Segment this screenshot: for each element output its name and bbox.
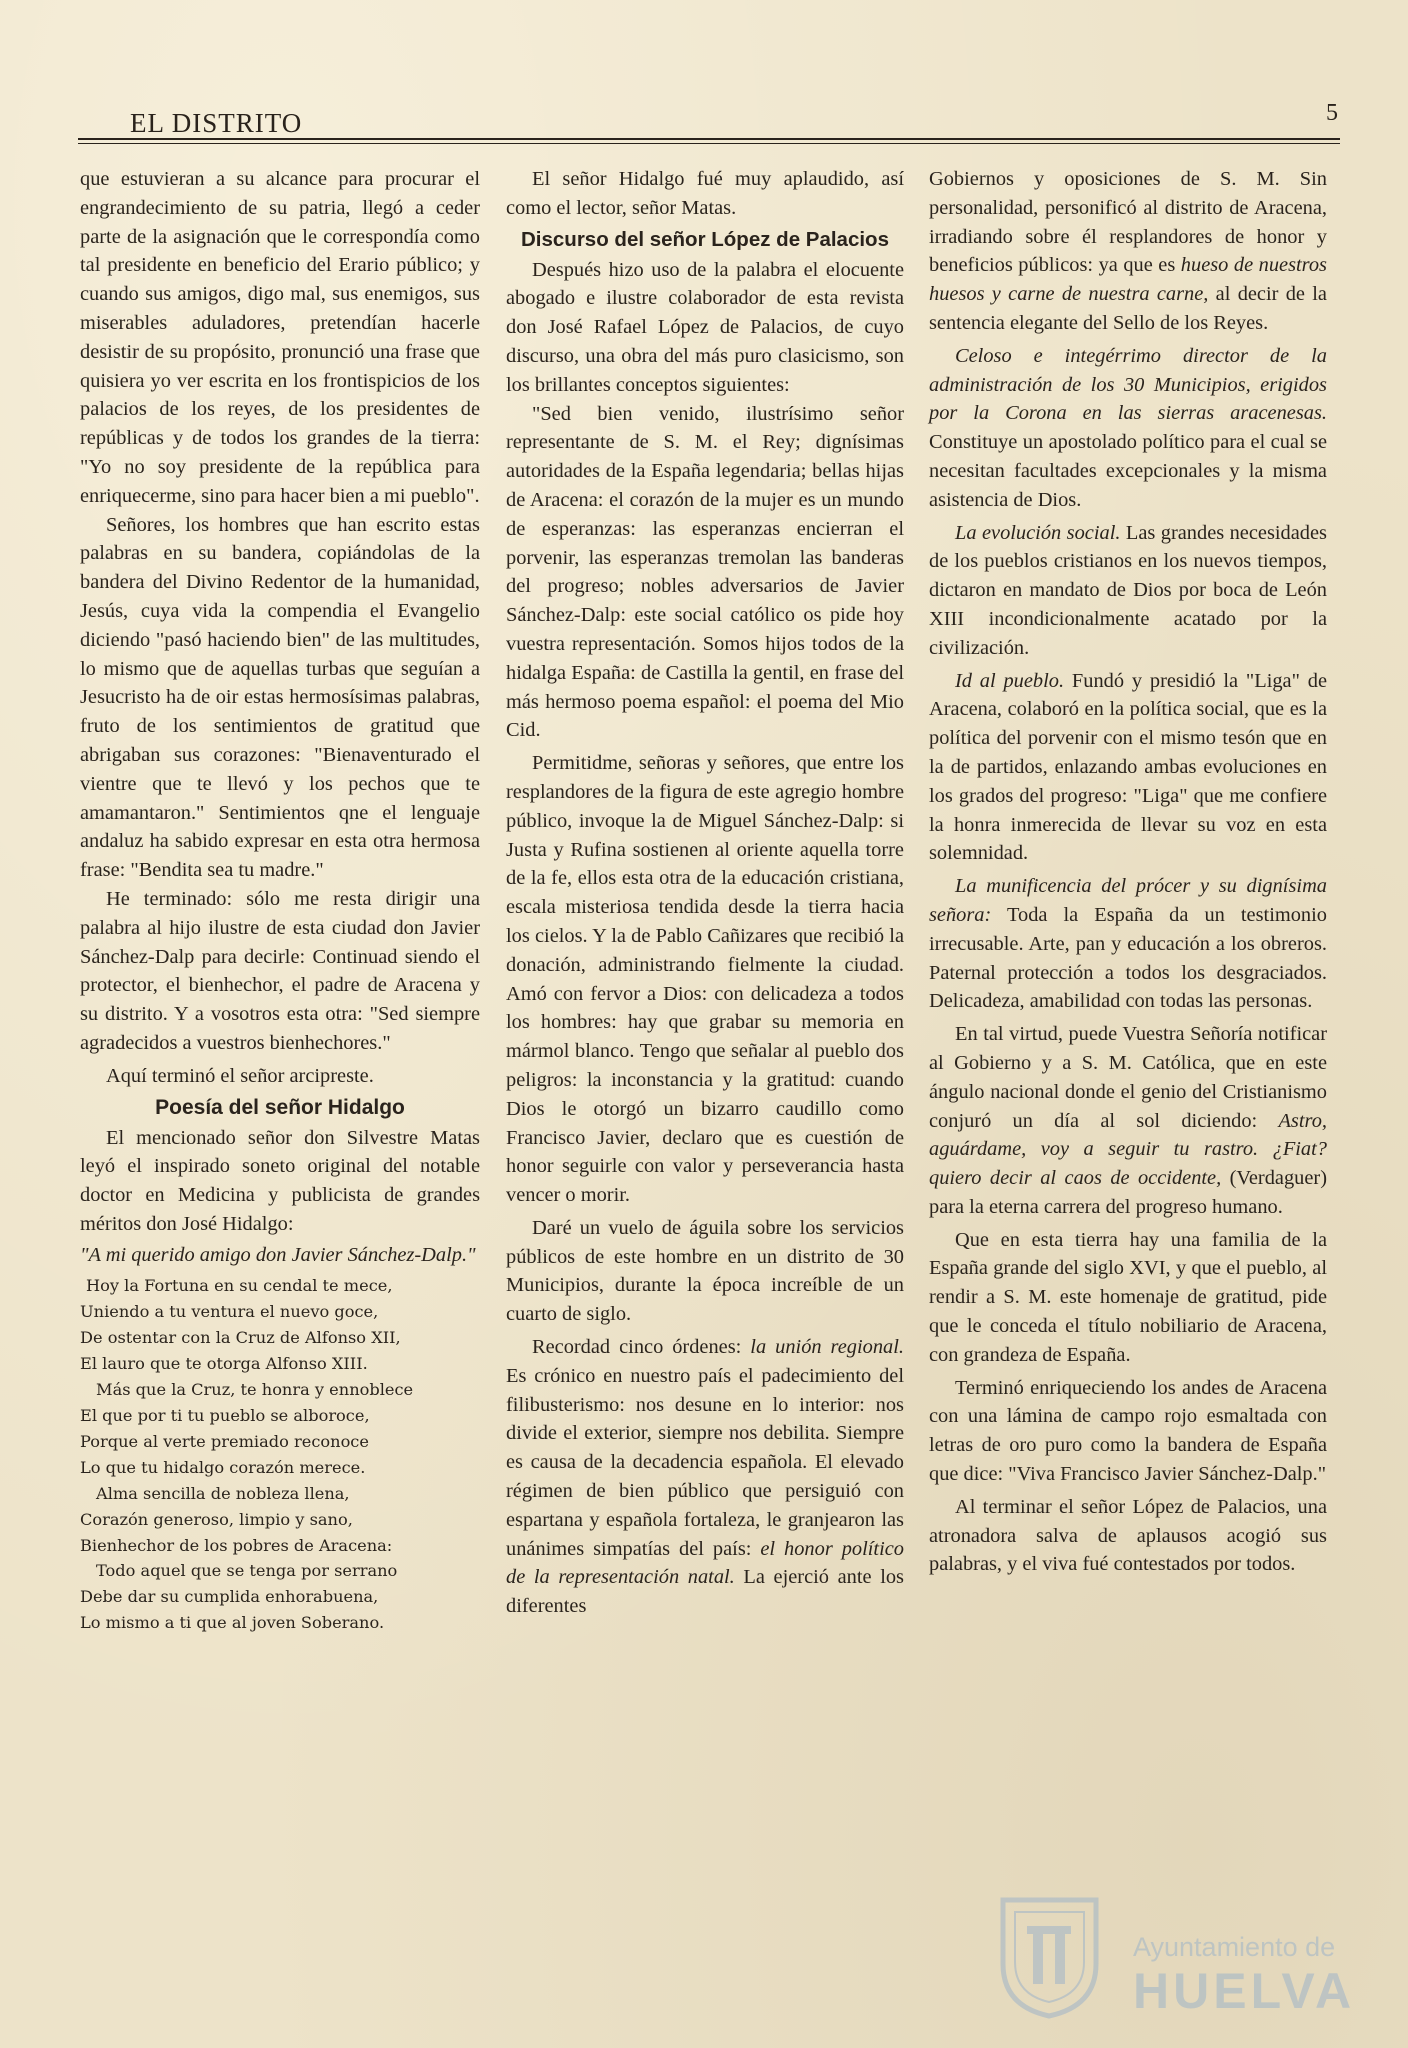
header-rule-thin [78, 143, 1340, 144]
column-right [929, 165, 1327, 1579]
paragraph: El mencionado señor don Silvestre Matas leyó el inspirado soneto original del notable doctor en Medicina y publicista de grandes méritos don José Hidalgo: [80, 1126, 480, 1235]
paragraph-text: al decir de la sentencia elegante del Sello de los Reyes. [929, 283, 1327, 334]
paragraph-text: Fundó y presidió la "Liga" de Aracena, colaboró en la política social, que es la política del porvenir con el mismo tesón que en la de partidos, enlazando ambas evoluciones en los grados del progreso: "Liga" que me confiere la honra inmerecida de llevar su voz en esta solemnidad. [929, 669, 1327, 865]
publication-title: EL DISTRITO [130, 108, 303, 138]
paragraph: Daré un vuelo de águila sobre los servicios públicos de este hombre en un distrito de 30 Municipios, durante la época increíble de un cuarto de siglo. [506, 1216, 904, 1326]
paragraph [929, 519, 1327, 663]
poem-line: Más que la Cruz, te honra y ennoblece [96, 1380, 414, 1400]
paragraph: El señor Hidalgo fué muy aplaudido, así como el lector, señor Matas. [506, 168, 904, 219]
paragraph: que estuvieran a su alcance para procurar el engrandecimiento de su patria, llegó a ceder parte de la asignación que le correspondía como tal presidente en beneficio del Erario público; y cuando sus amigos, digo mal, sus enemigos, sus miserables aduladores, pretendían hacerle desistir de su propósito, pronunció una frase que quisiera yo ver escrita en los frontispicios de los palacios de los reyes, de los presidentes de repúblicas y de todos los grandes de la tierra: "Yo no soy presidente de la república para enriquecerme, sino para hacer bien a mi pueblo". [80, 168, 480, 507]
page-number: 5 [1326, 100, 1338, 126]
paragraph [929, 1020, 1327, 1222]
paragraph-text: Constituye un apostolado político para el cual se necesitan facultades excepcionales y la misma asistencia de Dios. [929, 431, 1327, 511]
italic-phrase: La munificencia del prócer y su dignísima señora: [929, 875, 1327, 926]
italic-phrase: Id al pueblo. [955, 669, 1065, 692]
paragraph-text: (Verdaguer) para la eterna carrera del progreso humano. [929, 1167, 1327, 1218]
paragraph-text: Es crónico en nuestro país el padecimiento del filibusterismo: nos desune en lo interior: nos divide el exterior, siempre nos debilita. Siempre es causa de la decadencia española. El elevado régimen de bien público que persiguió con espartana y española fortaleza, le granjearon las unánimes simpatías del país: [506, 1364, 904, 1560]
paragraph [929, 342, 1327, 515]
paragraph: He terminado: sólo me resta dirigir una palabra al hijo ilustre de esta ciudad don Javier Sánchez-Dalp para decirle: Continuad siendo el protector, el bienhechor, el padre de Aracena y su distrito. Y a vosotros esta otra: "Sed siempre agradecidos a vuestros bienhechores." [80, 887, 480, 1054]
paragraph-text: Toda la España da un testimonio irrecusable. Arte, pan y educación a los obreros. Paternal protección a todos los desgraciados. Delicadeza, amabilidad con todas las personas. [929, 903, 1327, 1013]
paragraph: Señores, los hombres que han escrito estas palabras en su bandera, copiándolas de la bandera del Divino Redentor de la humanidad, Jesús, cuya vida la compendia el Evangelio diciendo "pasó haciendo bien" de las multitudes, lo mismo que de aquellas turbas que seguían a Jesucristo ha de oir estas hermosísimas palabras, fruto de los sentimientos de gratitud que abrigaban sus corazones: "Bienaventurado el vientre que te llevó y los pechos que te amamantaron." Sentimientos qne el lenguaje andaluz ha sabido expresar en esta otra hermosa frase: "Bendita sea tu madre." [80, 513, 480, 882]
poem-line: Uniendo a tu ventura el nuevo goce, [80, 1302, 379, 1322]
poem-line: Lo que tu hidalgo corazón merece. [80, 1457, 366, 1477]
poem-line: Porque al verte premiado reconoce [80, 1431, 369, 1451]
column-middle [506, 165, 904, 1621]
poem-line: El lauro que te otorga Alfonso XIII. [80, 1354, 368, 1374]
paragraph: Permitidme, señoras y señores, que entre los resplandores de la figura de este agregio hombre público, invoque la de Miguel Sánchez-Dalp: si Justa y Rufina sostienen al oriente aquella torre de la fe, ellos esta otra de la educación cristiana, escala misteriosa tendida desde la tierra hacia los cielos. Y la de Pablo Cañizares que recibió la donación, administrando fielmente la ciudad. Amó con fervor a Dios: con delicadeza a todos los hombres: hay que grabar su memoria en mármol blanco. Tengo que señalar al pueblo dos peligros: la inconstancia y la gratitud: cuando Dios le otorgó un bizarro caudillo como Francisco Javier, declaro que es cuestión de honor seguirle con valor y perseverancia hasta vencer o morir. [506, 752, 904, 1207]
paragraph-text: Las grandes necesidades de los pueblos cristianos en los nuevos tiempos, dictaron en mandato de Dios por boca de León XIII incondicionalmente acatado por la civilización. [929, 521, 1327, 659]
sonnet [80, 1273, 480, 1636]
paragraph-text: La ejerció ante los diferentes [506, 1566, 904, 1618]
poem-line: El que por ti tu pueblo se alboroce, [80, 1406, 370, 1426]
poem-line: Bienhechor de los pobres de Aracena: [80, 1535, 393, 1555]
italic-phrase: Astro, aguárdame, voy a seguir tu rastro. ¿Fiat? quiero decir al caos de occidente, [929, 1109, 1327, 1190]
paragraph-text: En tal virtud, puede Vuestra Señoría notificar al Gobierno y a S. M. Católica, que en este ángulo nacional donde el genio del Cristianismo conjuró un día al sol diciendo: [929, 1023, 1327, 1132]
page-header [78, 100, 1340, 146]
poem-line: Alma sencilla de nobleza llena, [96, 1483, 350, 1503]
paragraph [929, 872, 1327, 1016]
watermark-line1: Ayuntamiento de [1133, 1932, 1336, 1962]
paragraph: Al terminar el señor López de Palacios, una atronadora salva de aplausos acogió sus palabras, y el viva fué contestados por todos. [929, 1495, 1327, 1576]
italic-phrase: hueso de nuestros huesos y carne de nuestra carne, [929, 254, 1327, 306]
header-rule [78, 138, 1340, 140]
paragraph: Aquí terminó el señor arcipreste. [106, 1064, 374, 1087]
italic-phrase: Celoso e integérrimo director de la administración de los 30 Municipios, erigidos por la Corona en las sierras aracenesas. [929, 344, 1327, 425]
paragraph-text: Recordad cinco órdenes: [532, 1336, 751, 1359]
poem-line: Hoy la Fortuna en su cendal te mece, [86, 1276, 393, 1296]
city-seal-icon [997, 1894, 1102, 2020]
italic-phrase: la unión regional. [750, 1336, 904, 1359]
italic-phrase: La evolución social. [955, 521, 1121, 544]
section-heading: Discurso del señor López de Palacios [521, 227, 889, 251]
archive-watermark [985, 1890, 1356, 2030]
poem-line: Corazón generoso, limpio y sano, [80, 1509, 353, 1529]
column-left [80, 165, 480, 1636]
paragraph: Después hizo uso de la palabra el elocuente abogado e ilustre colaborador de esta revista don José Rafael López de Palacios, de cuyo discurso, una obra del más puro clasicismo, son los brillantes conceptos siguientes: [506, 258, 904, 396]
section-heading: Poesía del señor Hidalgo [155, 1095, 405, 1119]
paragraph: "Sed bien venido, ilustrísimo señor representante de S. M. el Rey; dignísimas autoridades de la España legendaria; bellas hijas de Aracena: el corazón de la mujer es un mundo de esperanzas: las esperanzas encierran el porvenir, las esperanzas tremolan las banderas del progreso; nobles adversarios de Javier Sánchez-Dalp: este social católico os pide hoy vuestra representación. Somos hijos todos de la hidalga España: de Castilla la gentil, en frase del más hermoso poema español: el poema del Mio Cid. [506, 402, 904, 742]
watermark-line2: HUELVA [1133, 1963, 1356, 2019]
poem-line: De ostentar con la Cruz de Alfonso XII, [80, 1328, 401, 1348]
paragraph [929, 667, 1327, 869]
paragraph [506, 1333, 904, 1621]
italic-phrase: el honor político de la representación natal. [506, 1537, 904, 1589]
poem-line: Debe dar su cumplida enhorabuena, [80, 1587, 379, 1607]
paragraph: Terminó enriqueciendo los andes de Aracena con una lámina de campo rojo esmaltada con letras de oro puro como la bandera de España que dice: "Viva Francisco Javier Sánchez-Dalp." [929, 1376, 1327, 1486]
paragraph: Que en esta tierra hay una familia de la España grande del siglo XVI, y que el pueblo, al rendir a S. M. este homenaje de gratitud, pide que le conceda el título nobiliario de Aracena, con grandeza de España. [929, 1228, 1327, 1366]
poem-dedication: "A mi querido amigo don Javier Sánchez-Dalp." [80, 1243, 476, 1266]
paragraph-text: Gobiernos y oposiciones de S. M. Sin personalidad, personificó al distrito de Aracena, irradiando sobre él resplandores de honor y beneficios públicos: ya que es [929, 168, 1327, 277]
paragraph [929, 165, 1327, 338]
poem-line: Lo mismo a ti que al joven Soberano. [80, 1613, 385, 1633]
poem-line: Todo aquel que se tenga por serrano [96, 1561, 398, 1581]
